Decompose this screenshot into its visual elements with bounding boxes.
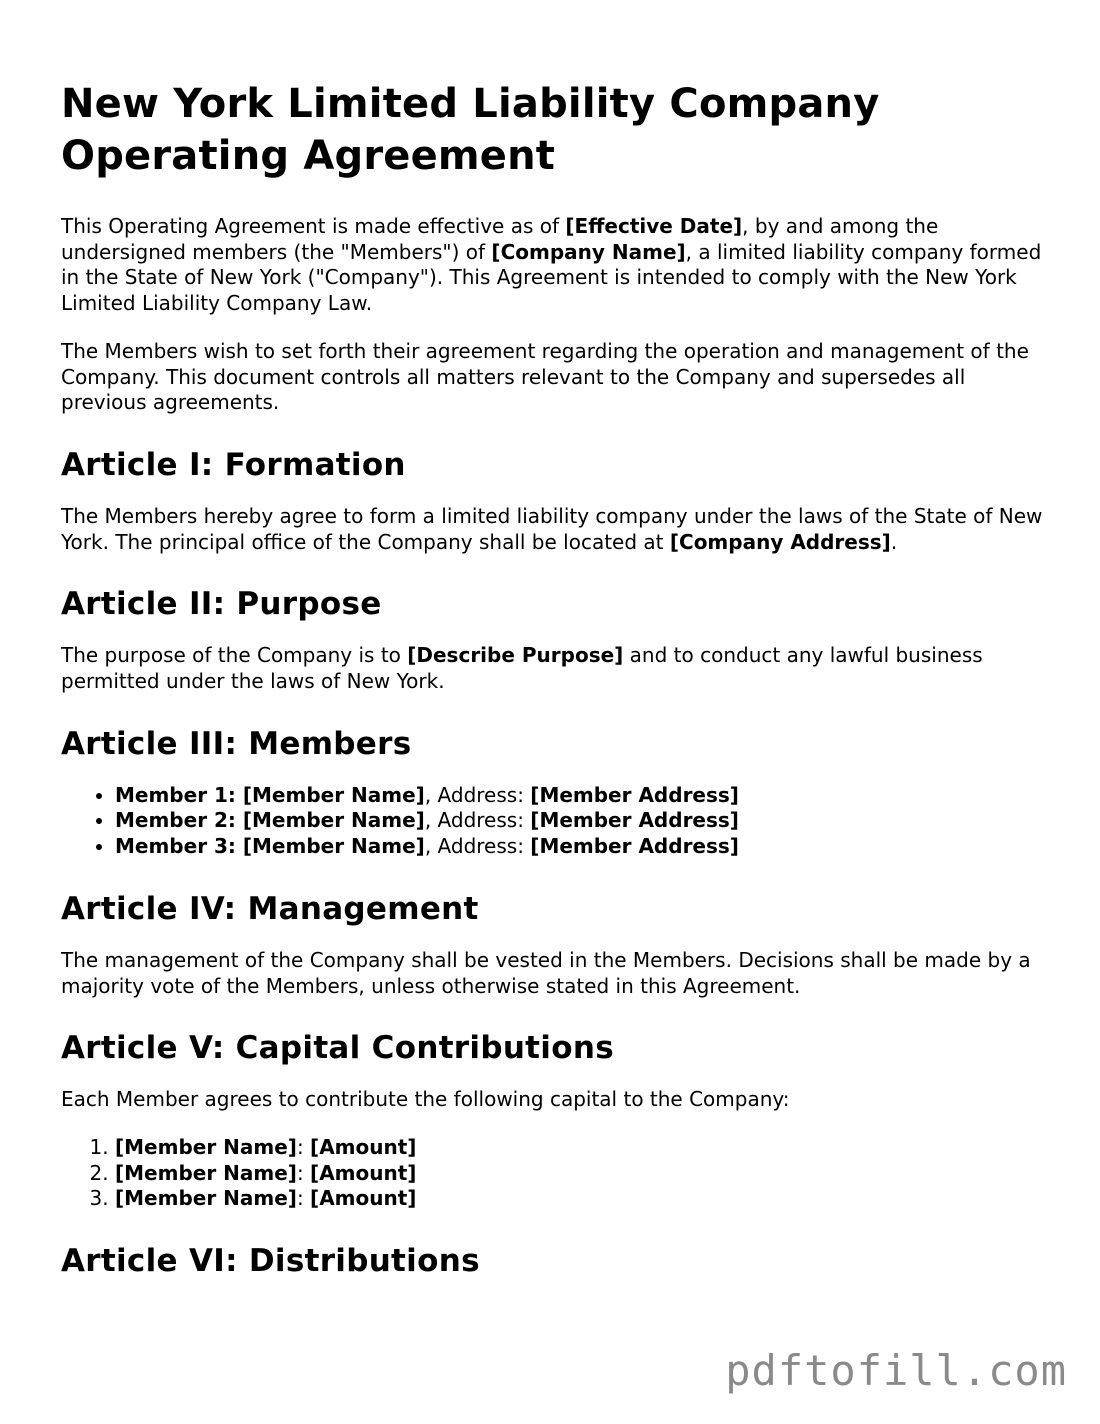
member-label: Member 1: [Member Name] xyxy=(115,782,425,807)
article-2-heading: Article II: Purpose xyxy=(61,586,382,623)
list-item xyxy=(115,834,1051,860)
article-1-text-a: The Members hereby agree to form a limited liability company under the laws of the State of New York. The principal office of the Company shall be located at xyxy=(61,503,1043,554)
list-item xyxy=(115,808,1051,834)
article-4-text: The management of the Company shall be vested in the Members. Decisions shall be made by a majority vote of the Members, unless otherwise stated in this Agreement. xyxy=(61,947,1031,998)
article-3-heading: Article III: Members xyxy=(61,725,412,762)
contribution-amount: [Amount] xyxy=(310,1186,417,1211)
member-address: [Member Address] xyxy=(530,782,739,807)
list-item xyxy=(115,783,1051,809)
list-item xyxy=(115,1161,1051,1187)
company-name-placeholder: [Company Name] xyxy=(491,239,686,264)
member-address: [Member Address] xyxy=(530,834,739,859)
list-item xyxy=(115,1186,1051,1212)
article-2-text-b: and to conduct any lawful business permitted under the laws of New York. xyxy=(61,643,983,694)
intro-paragraph-1 xyxy=(61,214,1051,317)
intro-text-a: This Operating Agreement is made effective as of xyxy=(61,214,566,238)
purpose-placeholder: [Describe Purpose] xyxy=(407,643,624,668)
member-sep: , Address: xyxy=(424,782,531,807)
article-1-text-b: . xyxy=(890,529,898,554)
article-2-text xyxy=(61,643,1051,694)
contribution-amount: [Amount] xyxy=(310,1134,417,1159)
member-address: [Member Address] xyxy=(530,808,739,833)
members-list xyxy=(61,783,1051,860)
intro-text-b: , by and among the undersigned members (the "Members") of xyxy=(61,214,939,264)
contribution-sep: : xyxy=(296,1186,311,1211)
member-label: Member 3: [Member Name] xyxy=(115,834,425,859)
article-5-text: Each Member agrees to contribute the following capital to the Company: xyxy=(61,1087,790,1112)
member-sep: , Address: xyxy=(424,834,531,859)
contribution-name: [Member Name] xyxy=(115,1160,297,1185)
effective-date-placeholder: [Effective Date] xyxy=(565,214,743,238)
article-1-text xyxy=(61,504,1051,555)
article-5-heading: Article V: Capital Contributions xyxy=(61,1030,614,1067)
contribution-sep: : xyxy=(296,1160,311,1185)
intro-paragraph-2: The Members wish to set forth their agreement regarding the operation and management of the Company. This document controls all matters relevant to the Company and supersedes all previous agreements. xyxy=(61,338,1029,415)
contribution-sep: : xyxy=(296,1134,311,1159)
contribution-name: [Member Name] xyxy=(115,1186,297,1211)
contribution-name: [Member Name] xyxy=(115,1134,297,1159)
document-page xyxy=(61,78,1051,1300)
article-4-heading: Article IV: Management xyxy=(61,890,479,927)
watermark: pdftofill.com xyxy=(725,1346,1067,1395)
company-address-placeholder: [Company Address] xyxy=(669,529,891,554)
document-title: New York Limited Liability Company Operating Agreement xyxy=(61,81,880,179)
member-sep: , Address: xyxy=(424,808,531,833)
member-label: Member 2: [Member Name] xyxy=(115,808,425,833)
contributions-list xyxy=(61,1135,1051,1212)
article-1-heading: Article I: Formation xyxy=(61,446,406,483)
intro-text-c: , a limited liability company formed in the State of New York ("Company"). This Agreement is intended to comply with the New York Limited Liability Company Law. xyxy=(61,239,1042,316)
article-6-heading: Article VI: Distributions xyxy=(61,1243,480,1280)
contribution-amount: [Amount] xyxy=(310,1160,417,1185)
article-2-text-a: The purpose of the Company is to xyxy=(61,643,408,668)
list-item xyxy=(115,1135,1051,1161)
